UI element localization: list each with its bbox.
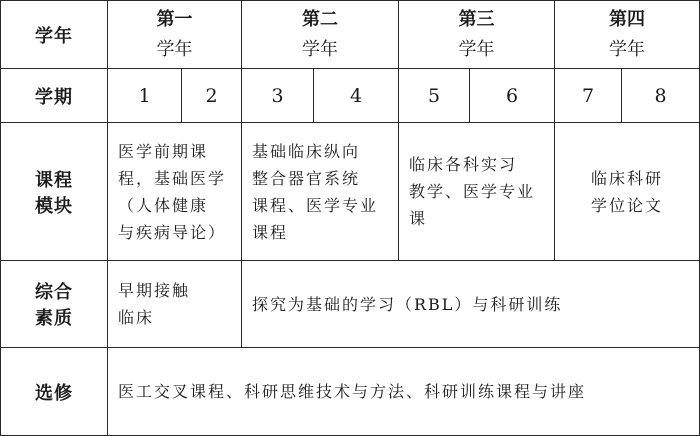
- module-3-line: 课: [409, 209, 428, 228]
- module-row: [1, 123, 700, 261]
- quality-header-line-2: 素质: [35, 308, 73, 329]
- year-3-cell: [399, 1, 555, 69]
- semester-3: 3: [242, 69, 314, 123]
- module-3-line: 教学、医学专业: [409, 182, 536, 201]
- year-1-ordinal: 第一: [156, 8, 193, 30]
- module-year-1: [108, 123, 242, 261]
- module-3-line: 临床各科实习: [409, 155, 518, 174]
- semester-1: 1: [108, 69, 182, 123]
- module-2-line: 基础临床纵向: [252, 141, 361, 161]
- early-contact-line: 早期接触: [118, 281, 191, 300]
- module-4-line: 学位论文: [590, 195, 663, 215]
- module-2-line: 课程、医学专业: [252, 195, 379, 215]
- semester-5: 5: [399, 69, 470, 123]
- year-1-cell: [108, 1, 242, 69]
- quality-row: [1, 261, 700, 348]
- module-header-line-2: 模块: [35, 195, 73, 217]
- module-4-line: 临床科研: [590, 168, 663, 188]
- module-header: [1, 123, 108, 261]
- year-3-ordinal: 第三: [458, 8, 495, 30]
- quality-header-line-1: 综合: [35, 282, 73, 303]
- module-2-line: 整合器官系统: [252, 168, 361, 188]
- elective-courses: 医工交叉课程、科研思维技术与方法、科研训练课程与讲座: [108, 348, 700, 436]
- year-header: 学年: [1, 1, 108, 69]
- semester-7: 7: [555, 69, 622, 123]
- semester-2: 2: [182, 69, 242, 123]
- module-1-line: 医学前期课: [118, 141, 209, 161]
- year-4-label: 学年: [609, 38, 645, 60]
- module-1-line: 与疾病导论）: [118, 222, 227, 242]
- semester-6: 6: [470, 69, 555, 123]
- year-2-label: 学年: [302, 38, 338, 60]
- year-4-ordinal: 第四: [609, 8, 645, 30]
- early-contact-line: 临床: [118, 308, 155, 327]
- module-1-line: （人体健康: [118, 195, 209, 215]
- module-header-line-1: 课程: [35, 169, 73, 191]
- year-1-label: 学年: [156, 38, 193, 60]
- semester-4: 4: [314, 69, 399, 123]
- year-4-cell: [555, 1, 700, 69]
- module-year-4: [555, 123, 700, 261]
- early-clinical-contact: [108, 261, 242, 348]
- quality-header: [1, 261, 108, 348]
- module-year-2: [242, 123, 399, 261]
- year-row: [1, 1, 700, 69]
- module-1-line: 程，基础医学: [118, 168, 227, 188]
- semester-8: 8: [622, 69, 700, 123]
- year-2-ordinal: 第二: [302, 8, 338, 30]
- semester-header: 学期: [1, 69, 108, 123]
- year-3-label: 学年: [458, 38, 495, 60]
- elective-header: 选修: [1, 348, 108, 436]
- rbl-research-training: 探究为基础的学习（RBL）与科研训练: [242, 261, 700, 348]
- elective-row: [1, 348, 700, 436]
- module-year-3: [399, 123, 555, 261]
- module-2-line: 课程: [252, 222, 289, 242]
- year-2-cell: [242, 1, 399, 69]
- semester-row: [1, 69, 700, 123]
